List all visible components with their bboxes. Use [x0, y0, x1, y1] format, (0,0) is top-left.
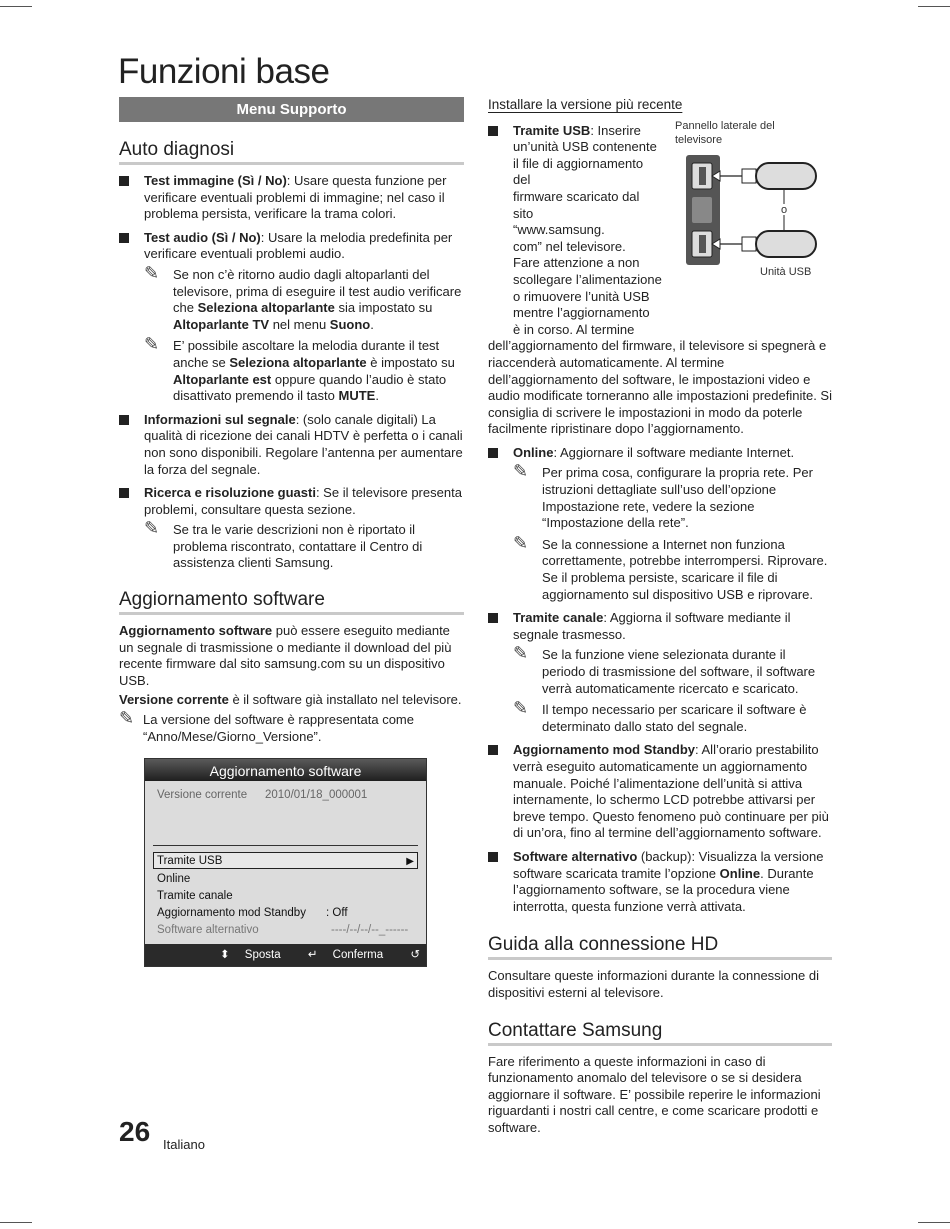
note [144, 262, 464, 333]
heading-aggiornamento-software: Aggiornamento software [119, 588, 464, 615]
note-text: . [370, 316, 374, 332]
usb-stick-icon [756, 231, 816, 257]
square-bullet-icon [488, 852, 498, 862]
note-text: Per prima cosa, configurare la propria rete. Per istruzioni dettagliate sull’uso dell’opzione Impostazione rete, vedere la sezione “Impostazione della rete”. [542, 465, 813, 531]
item-text: (backup): Visualizza la versione software scaricata tramite l’opzione [513, 848, 824, 881]
list-item [119, 412, 464, 478]
pencil-note-icon: ✎ [513, 461, 529, 482]
note-text: Se tra le varie descrizioni non è riportato il problema riscontrato, contattare il Centro di assistenza clienti Samsung. [173, 522, 423, 571]
heading-auto-diagnosi: Auto diagnosi [119, 138, 464, 165]
note-term: Seleziona altoparlante [197, 300, 335, 316]
or-label: o [781, 203, 788, 216]
software-update-menu [144, 758, 427, 984]
crop-mark [0, 1222, 32, 1223]
square-bullet-icon [119, 233, 129, 243]
item-term: Online [719, 865, 761, 881]
menu-item-label: Aggiornamento mod Standby [157, 907, 306, 920]
item-text: : Inserire [590, 122, 641, 138]
item-term: Software alternativo [513, 848, 638, 864]
list-item [119, 173, 464, 223]
list-item [488, 445, 832, 603]
item-text: mentre l’aggiornamento [513, 305, 650, 321]
move-label: Sposta [244, 949, 281, 962]
item-text: : Aggiorna il software mediante il segnale trasmesso. [513, 610, 791, 642]
note-text: Se la funzione viene selezionata durante il periodo di trasmissione del software, il software verrà automaticamente ricercato e scaricato. [542, 647, 816, 696]
paragraph [119, 623, 464, 689]
usb-stick-icon [742, 237, 756, 251]
pencil-note-icon: ✎ [144, 262, 160, 283]
note-term: Suono [329, 316, 371, 332]
note-text: nel menu [269, 316, 330, 332]
item-text: : All’orario prestabilito verrà eseguito automaticamente un aggiornamento manuale. Poiché l’alimentazione dell’unità si attiva internamente, lo schermo LCD potrebbe attivarsi per breve tempo. Questo fenomeno può continuare per più di un’ora, fino al termine dell’aggiornamento software. [513, 742, 829, 841]
item-term: Ricerca e risoluzione guasti [144, 485, 316, 501]
note-text: La versione del software è rappresentata come “Anno/Mese/Giorno_Versione”. [143, 712, 414, 744]
item-text: un’unità USB contenente [513, 139, 657, 155]
usb-connection-figure [672, 119, 832, 279]
square-bullet-icon [119, 176, 129, 186]
page-language: Italiano [163, 1137, 205, 1152]
menu-item-tramite-usb[interactable] [153, 852, 418, 869]
item-term: Online [513, 444, 554, 460]
note-text: Se non c’è ritorno audio dagli altoparlanti del televisore, prima di eseguire il test audio verificare che [173, 266, 462, 316]
note [144, 334, 464, 404]
list-item [488, 849, 832, 915]
return-icon: ↺ [410, 949, 420, 962]
note-text: Il tempo necessario per scaricare il software è determinato dallo stato del segnale. [542, 702, 807, 734]
left-column [119, 97, 464, 984]
current-version-value: 2010/01/18_000001 [265, 789, 368, 802]
item-text: : Usare questa funzione per verificare eventuali problemi di immagine; nel caso il problema persista, verificare la trama colori. [144, 173, 447, 222]
section-bar-menu-supporto: Menu Supporto [119, 97, 464, 122]
note [119, 708, 464, 745]
crop-mark [918, 6, 950, 7]
item-text: Fare attenzione a non [513, 255, 640, 271]
heading-contattare-samsung: Contattare Samsung [488, 1019, 832, 1046]
usb-stick-icon [742, 169, 756, 183]
move-hint [208, 949, 281, 961]
pencil-note-icon: ✎ [513, 698, 529, 719]
menu-item-label: Online [157, 873, 191, 886]
note [513, 643, 832, 697]
page-title: Funzioni base [118, 52, 330, 91]
paragraph: Consultare queste informazioni durante la connessione di dispositivi esterni al televisore. [488, 968, 819, 1000]
list-item [488, 742, 832, 842]
list-item [119, 485, 464, 572]
item-text: “www.samsung. [513, 222, 605, 238]
note-term: Seleziona altoparlante [229, 354, 367, 370]
menu-item-software-alternativo[interactable] [145, 922, 426, 939]
square-bullet-icon [488, 745, 498, 755]
note-term: MUTE [338, 388, 376, 404]
confirm-hint [296, 949, 383, 961]
item-text: è in corso. Al termine [513, 321, 635, 337]
current-version-label: Versione corrente [157, 789, 248, 802]
item-text: : Aggiornare il software mediante Internet. [553, 444, 795, 460]
pencil-note-icon: ✎ [144, 334, 160, 355]
heading-installare: Installare la versione più recente [488, 97, 683, 112]
square-bullet-icon [488, 126, 498, 136]
note-term: Altoparlante TV [173, 316, 270, 332]
usb-diagram [672, 119, 832, 279]
note-text: . [375, 388, 379, 404]
pencil-note-icon: ✎ [513, 643, 529, 664]
arrow-right-icon: ▶ [406, 856, 414, 868]
menu-item-label: Tramite USB [157, 855, 223, 868]
square-bullet-icon [119, 415, 129, 425]
confirm-label: Conferma [332, 949, 384, 962]
enter-icon: ↵ [307, 949, 318, 962]
pencil-note-icon: ✎ [144, 518, 160, 539]
list-item [488, 610, 832, 735]
note [513, 461, 832, 531]
page-number: 26 [119, 1116, 151, 1147]
note [513, 532, 832, 603]
note-text: è impostato su [366, 354, 455, 370]
menu-item-value: : Off [326, 907, 348, 920]
item-term: Test immagine (Sì / No) [144, 173, 287, 188]
menu-item-label: Tramite canale [157, 890, 233, 903]
item-term: Tramite canale [513, 610, 604, 626]
divider [153, 845, 418, 846]
tv-side-panel-label: Pannello laterale del televisore [675, 119, 775, 146]
note-text: oppure quando l’audio è stato disattivato premendo il tasto [173, 371, 447, 404]
crop-mark [918, 1222, 950, 1223]
right-column [488, 97, 832, 1139]
return-label: Ritorna [382, 971, 420, 984]
pencil-note-icon: ✎ [513, 532, 529, 553]
item-text: : (solo canale digitali) La qualità di ricezione dei canali HDTV è perfetta o i canali non sono disponibili. Regolare l’antenna per aumentare la forza del segnale. [144, 411, 463, 477]
item-text: : Se il televisore presenta problemi, consultare questa sezione. [144, 485, 462, 517]
para-text: è il software già installato nel televisore. [228, 692, 462, 708]
hdmi-port-icon [692, 197, 712, 223]
menu-title: Aggiornamento software [145, 759, 426, 781]
item-text: o rimuovere l’unità USB [513, 288, 650, 304]
square-bullet-icon [119, 488, 129, 498]
usb-port-icon [699, 235, 706, 253]
menu-item-value: ----/--/--/--_------ [331, 924, 409, 937]
up-down-arrows-icon: ⬍ [219, 949, 230, 962]
note-term: Altoparlante est [173, 371, 272, 387]
item-term: Informazioni sul segnale [144, 411, 296, 427]
menu-footer [145, 944, 426, 984]
item-text: . Durante l’aggiornamento software, se la procedura viene interrotta, questa funzione verrà attivata. [513, 865, 814, 914]
note [513, 698, 832, 735]
usb-port-icon [699, 167, 706, 185]
current-version-row [145, 781, 426, 845]
para-term: Versione corrente [119, 692, 229, 708]
note-text: Se la connessione a Internet non funziona correttamente, potrebbe interrompersi. Riprovare. Se il problema persiste, scaricare il file di aggiornamento sul dispositivo USB e riprovare. [542, 536, 828, 602]
usb-text-block [513, 123, 663, 339]
pencil-note-icon: ✎ [119, 708, 135, 729]
note-text: E’ possibile ascoltare la melodia durante il test anche se [173, 338, 440, 370]
item-text: : Usare la melodia predefinita per verificare eventuali problemi audio. [144, 229, 453, 262]
item-text: dell’aggiornamento del firmware, il televisore si spegnerà e riaccenderà automaticamente. Al termine dell’aggiornamento del software, le impostazioni video e audio modificate torneranno alle impostazioni predefinite. Si consiglia di scrivere le impostazioni in modo da poterle facilmente ripristinare dopo l’aggiornamento. [488, 338, 832, 437]
item-text: firmware scaricato dal sito [513, 188, 640, 221]
item-term: Tramite USB [513, 122, 591, 138]
menu-item-standby[interactable] [145, 905, 426, 922]
item-text: scollegare l’alimentazione [513, 271, 662, 287]
para-term: Aggiornamento software [119, 623, 273, 639]
note-text: sia impostato su [334, 300, 433, 316]
item-term: Test audio (Sì / No) [144, 229, 261, 245]
item-term: Aggiornamento mod Standby [513, 742, 695, 758]
usb-drive-label: Unità USB [760, 265, 812, 278]
menu-item-label: Software alternativo [157, 924, 259, 937]
square-bullet-icon [488, 613, 498, 623]
item-text: il file di aggiornamento del [513, 155, 644, 188]
square-bullet-icon [488, 448, 498, 458]
menu-item-online[interactable] [145, 871, 426, 888]
para-text: può essere eseguito mediante un segnale di trasmissione o mediante il download del più recente firmware dal sito samsung.com su un dispositivo USB. [119, 623, 452, 688]
crop-mark [0, 6, 32, 7]
note [144, 518, 464, 572]
list-item [488, 119, 832, 438]
paragraph [119, 692, 464, 709]
paragraph: Fare riferimento a queste informazioni in caso di funzionamento anomalo del televisore o se si desidera aggiornare il software. E’ possibile reperire le informazioni riguardanti i nostri call centre, e come scaricare prodotti e software. [488, 1053, 821, 1135]
heading-guida-hd: Guida alla connessione HD [488, 933, 832, 960]
list-item [119, 230, 464, 405]
menu-item-tramite-canale[interactable] [145, 888, 426, 905]
item-text: com” nel televisore. [513, 238, 626, 254]
usb-stick-icon [756, 163, 816, 189]
